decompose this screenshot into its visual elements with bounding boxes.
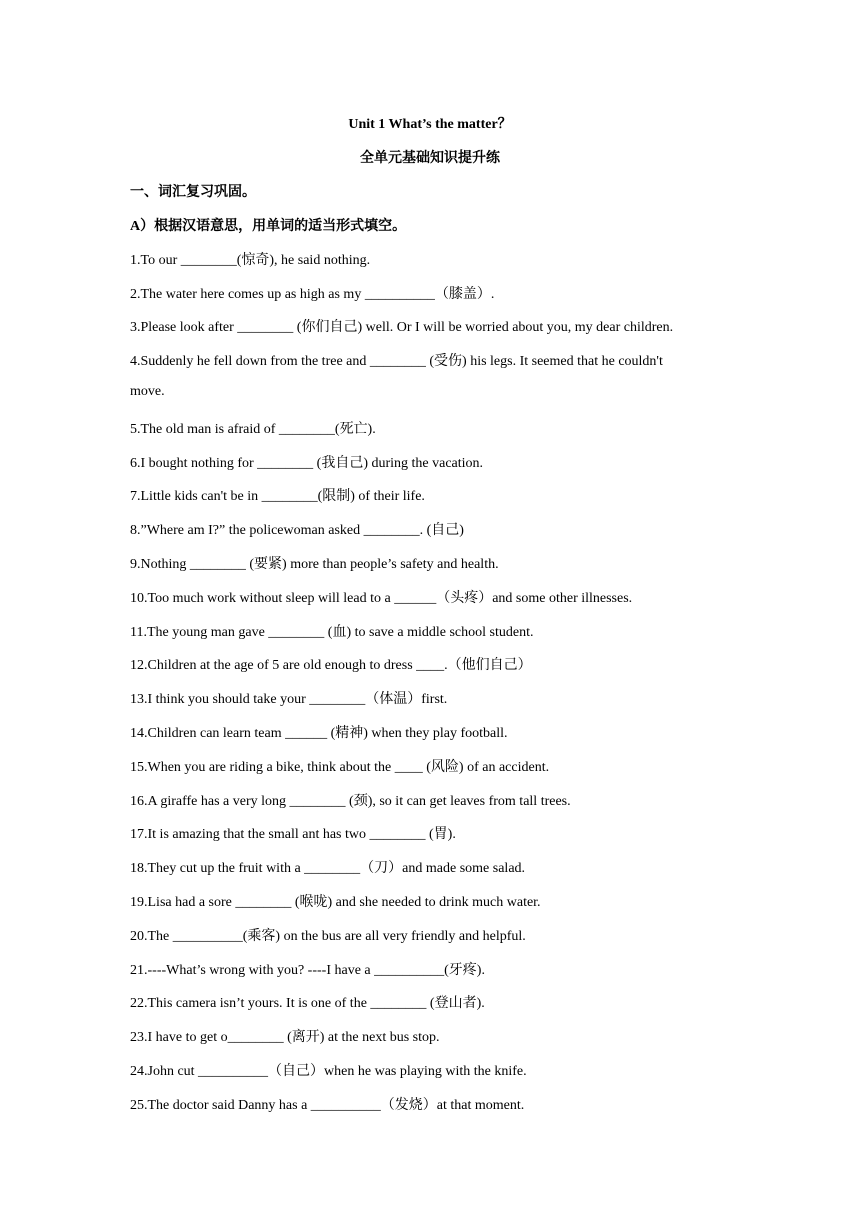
exercise-line: 19.Lisa had a sore ________ (喉咙) and she needed to drink much water. [130,895,541,910]
page-subtitle: 全单元基础知识提升练 [360,151,500,166]
page-title: Unit 1 What’s the matter？ [348,117,512,132]
exercise-line: move. [130,384,165,399]
exercise-line: 9.Nothing ________ (要紧) more than people’s safety and health. [130,557,499,572]
exercise-line: 4.Suddenly he fell down from the tree and ________ (受伤) his legs. It seemed that he couldn't [130,354,663,369]
exercise-line: 3.Please look after ________ (你们自己) well. Or I will be worried about you, my dear children. [130,320,674,335]
exercise-line: 7.Little kids can't be in ________(限制) of their life. [130,489,425,504]
exercise-line: 13.I think you should take your ________（体温）first. [130,692,448,707]
section-heading: 一、词汇复习巩固。 [130,185,256,200]
exercise-line: 21.----What’s wrong with you? ----I have a __________(牙疼). [130,963,485,978]
exercise-line: 11.The young man gave ________ (血) to save a middle school student. [130,625,534,640]
exercise-line: 1.To our ________(惊奇), he said nothing. [130,253,371,268]
exercise-line: 23.I have to get o________ (离开) at the next bus stop. [130,1030,440,1045]
exercise-line: 18.They cut up the fruit with a ________（刀）and made some salad. [130,861,526,876]
exercise-line: 6.I bought nothing for ________ (我自己) during the vacation. [130,456,484,471]
exercise-line: 5.The old man is afraid of ________(死亡). [130,422,376,437]
exercise-line: 14.Children can learn team ______ (精神) when they play football. [130,726,508,741]
part-heading: A）根据汉语意思，用单词的适当形式填空。 [130,219,407,234]
exercise-line: 10.Too much work without sleep will lead to a ______（头疼）and some other illnesses. [130,591,633,606]
exercise-line: 2.The water here comes up as high as my __________（膝盖）. [130,287,495,302]
exercise-line: 17.It is amazing that the small ant has two ________ (胃). [130,827,456,842]
exercise-line: 16.A giraffe has a very long ________ (颈), so it can get leaves from tall trees. [130,794,571,809]
exercise-line: 20.The __________(乘客) on the bus are all very friendly and helpful. [130,929,526,944]
exercise-line: 8.”Where am I?” the policewoman asked ________. (自己) [130,523,464,538]
exercise-line: 12.Children at the age of 5 are old enough to dress ____.（他们自己） [130,658,532,673]
exercise-line: 24.John cut __________（自己）when he was playing with the knife. [130,1064,527,1079]
exercise-line: 15.When you are riding a bike, think about the ____ (风险) of an accident. [130,760,550,775]
exercise-line: 25.The doctor said Danny has a __________（发烧）at that moment. [130,1098,525,1113]
exercise-line: 22.This camera isn’t yours. It is one of the ________ (登山者). [130,996,485,1011]
